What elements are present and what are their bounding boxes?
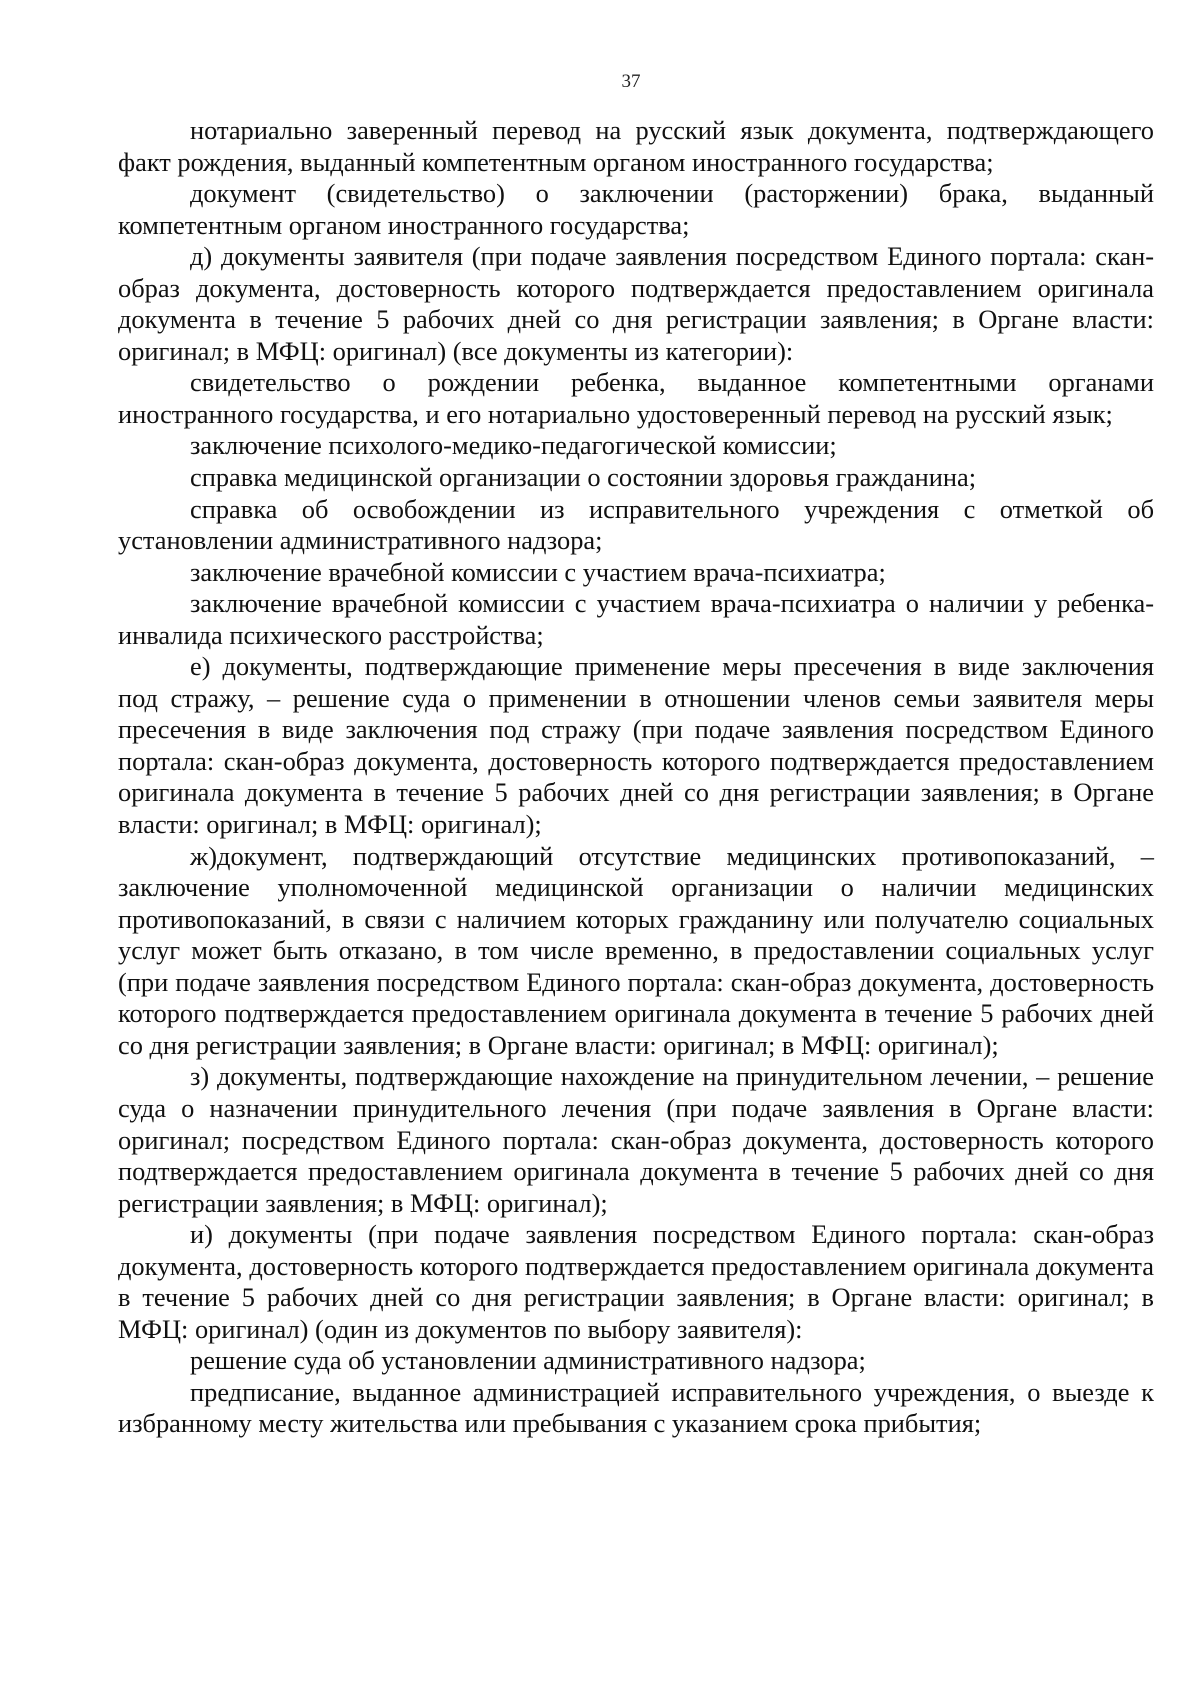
paragraph: е) документы, подтверждающие применение меры пресечения в виде заключения под стражу, – решение суда о применении в отношении членов семьи заявителя меры пресечения в виде заключения под стражу (при подаче заявления посредством Единого портала: скан-образ документа, достоверность которого подтверждается предоставлением оригинала документа в течение 5 рабочих дней со дня регистрации заявления; в Органе власти: оригинал; в МФЦ: оригинал); <box>118 651 1154 840</box>
paragraph: документ (свидетельство) о заключении (расторжении) брака, выданный компетентным органом иностранного государства; <box>118 178 1154 240</box>
paragraph: заключение врачебной комиссии с участием врача-психиатра о наличии у ребенка-инвалида психического расстройства; <box>118 588 1154 650</box>
paragraph: ж)документ, подтверждающий отсутствие медицинских противопоказаний, – заключение уполномоченной медицинской организации о наличии медицинских противопоказаний, в связи с наличием которых гражданину или получателю социальных услуг может быть отказано, в том числе временно, в предоставлении социальных услуг (при подаче заявления посредством Единого портала: скан-образ документа, достоверность которого подтверждается предоставлением оригинала документа в течение 5 рабочих дней со дня регистрации заявления; в Органе власти: оригинал; в МФЦ: оригинал); <box>118 840 1154 1060</box>
paragraph: и) документы (при подаче заявления посредством Единого портала: скан-образ документа, достоверность которого подтверждается предоставлением оригинала документа в течение 5 рабочих дней со дня регистрации заявления; в Органе власти: оригинал; в МФЦ: оригинал) (один из документов по выбору заявителя): <box>118 1219 1154 1344</box>
paragraph: решение суда об установлении административного надзора; <box>190 1345 866 1376</box>
paragraph: свидетельство о рождении ребенка, выданное компетентными органами иностранного государства, и его нотариально удостоверенный перевод на русский язык; <box>118 367 1154 429</box>
paragraph: предписание, выданное администрацией исправительного учреждения, о выезде к избранному месту жительства или пребывания с указанием срока прибытия; <box>118 1376 1154 1439</box>
document-body <box>118 115 1154 1440</box>
paragraph: заключение психолого-медико-педагогической комиссии; <box>190 430 837 461</box>
paragraph: нотариально заверенный перевод на русский язык документа, подтверждающего факт рождения, выданный компетентным органом иностранного государства; <box>118 115 1154 177</box>
paragraph: д) документы заявителя (при подаче заявления посредством Единого портала: скан-образ документа, достоверность которого подтверждается предоставлением оригинала документа в течение 5 рабочих дней со дня регистрации заявления; в Органе власти: оригинал; в МФЦ: оригинал) (все документы из категории): <box>118 241 1154 366</box>
page-number: 37 <box>621 71 641 92</box>
paragraph: заключение врачебной комиссии с участием врача-психиатра; <box>190 556 886 587</box>
paragraph: справка медицинской организации о состоянии здоровья гражданина; <box>190 462 977 493</box>
paragraph: з) документы, подтверждающие нахождение на принудительном лечении, – решение суда о назначении принудительного лечения (при подаче заявления в Органе власти: оригинал; посредством Единого портала: скан-образ документа, достоверность которого подтверждается предоставлением оригинала документа в течение 5 рабочих дней со дня регистрации заявления; в МФЦ: оригинал); <box>118 1061 1154 1218</box>
paragraph: справка об освобождении из исправительного учреждения с отметкой об установлении административного надзора; <box>118 493 1154 556</box>
